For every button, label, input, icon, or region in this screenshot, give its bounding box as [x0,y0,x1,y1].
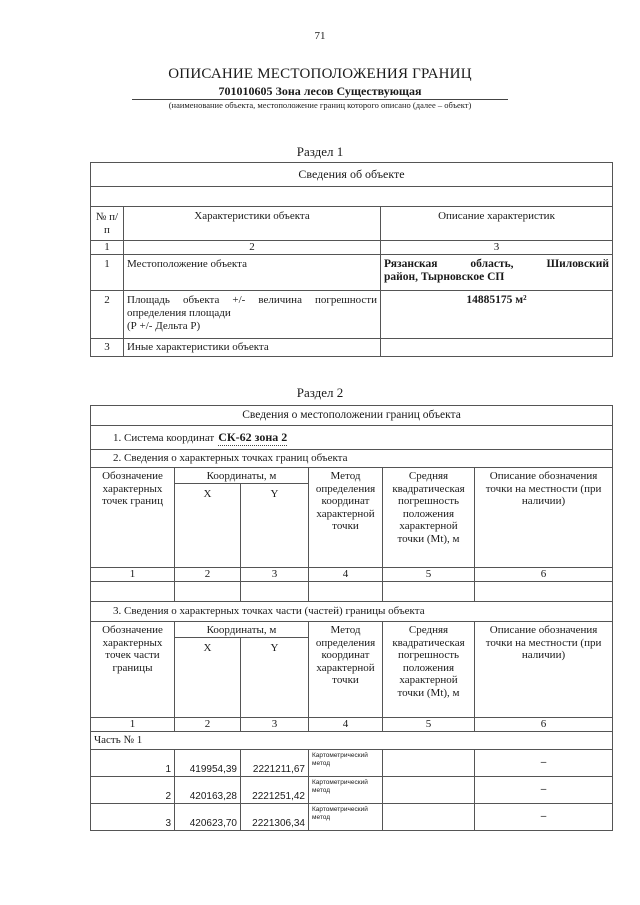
point-y: 2221211,67 [241,750,309,777]
parts-header-designation: Обозначение характерных точек части границы [91,622,175,718]
location-line-2: район, Тырновское СП [384,271,505,283]
parts-header-y: Y [241,638,309,718]
point-description: – [475,750,613,777]
header-num: № п/п [91,207,124,241]
section2-table [90,405,613,831]
col-number-3: 3 [381,241,613,255]
point-id: 2 [91,777,175,804]
section1-table [90,162,613,357]
area-line-2: определения площади [127,307,231,319]
coord-system-value: СК-62 зона 2 [218,429,288,444]
table-row [91,750,613,777]
point-method: Картометрический метод [309,777,383,804]
header-coords: Координаты, м [175,468,309,484]
col-number-1: 1 [91,241,124,255]
point-y: 2221306,34 [241,804,309,831]
row-characteristic [124,291,381,339]
area-line-1: Площадь объекта +/- величина погрешности [127,294,377,306]
row-description [381,255,613,291]
header-y: Y [241,484,309,568]
area-line-3: (Р +/- Дельта Р) [127,320,201,332]
col-number-2: 2 [175,568,241,582]
section1-table-title: Сведения об объекте [91,163,613,187]
parts-header-method: Метод определения координат характерной точки [309,622,383,718]
point-y: 2221251,42 [241,777,309,804]
section2-heading: Раздел 2 [296,385,344,400]
part-label: Часть № 1 [91,732,613,750]
table-row [91,804,613,831]
parts-col-number-2: 2 [175,718,241,732]
point-accuracy [383,750,475,777]
point-description: – [475,804,613,831]
points-title: 2. Сведения о характерных точках границ объекта [91,450,613,468]
header-method: Метод определения координат характерной точки [309,468,383,568]
col-number-3: 3 [241,568,309,582]
parts-col-number-3: 3 [241,718,309,732]
row-num: 1 [91,255,124,291]
col-number-2: 2 [124,241,381,255]
table-row [91,291,613,339]
col-number-1: 1 [91,568,175,582]
document-note: (наименование объекта, местоположение границ которого описано (далее – объект) [168,100,472,110]
header-characteristics: Характеристики объекта [124,207,381,241]
header-designation: Обозначение характерных точек границ [91,468,175,568]
parts-header-coords: Координаты, м [175,622,309,638]
col-number-6: 6 [475,568,613,582]
coord-system-label: 1. Система координат [113,431,215,444]
header-description: Описание характеристик [381,207,613,241]
row-description [381,339,613,357]
point-description: – [475,777,613,804]
point-x: 420163,28 [175,777,241,804]
parts-col-number-6: 6 [475,718,613,732]
header-x: X [175,484,241,568]
section2-table-title: Сведения о местоположении границ объекта [91,406,613,426]
location-line-1: Рязанская область, Шиловский [384,258,609,270]
col-number-4: 4 [309,568,383,582]
header-accuracy: Средняя квадратическая погрешность положения характерной точки (Mt), м [383,468,475,568]
section1-heading: Раздел 1 [296,144,344,159]
parts-title: 3. Сведения о характерных точках части (частей) границы объекта [91,602,613,622]
coord-system-row [91,426,613,450]
empty-row [91,582,613,602]
point-x: 420623,70 [175,804,241,831]
table-row [91,777,613,804]
point-x: 419954,39 [175,750,241,777]
parts-header-accuracy: Средняя квадратическая погрешность положения характерной точки (Mt), м [383,622,475,718]
header-description: Описание обозначения точки на местности (при наличии) [475,468,613,568]
area-value: 14885175 м² [381,291,613,339]
parts-col-number-4: 4 [309,718,383,732]
parts-col-number-5: 5 [383,718,475,732]
parts-header-description: Описание обозначения точки на местности (при наличии) [475,622,613,718]
page-number: 71 [314,30,326,42]
document-title: ОПИСАНИЕ МЕСТОПОЛОЖЕНИЯ ГРАНИЦ [168,66,472,82]
row-characteristic: Местоположение объекта [124,255,381,291]
point-method: Картометрический метод [309,804,383,831]
section1-empty-row [91,187,613,207]
table-row [91,339,613,357]
point-id: 1 [91,750,175,777]
point-id: 3 [91,804,175,831]
table-row [91,255,613,291]
row-characteristic: Иные характеристики объекта [124,339,381,357]
parts-col-number-1: 1 [91,718,175,732]
parts-header-x: X [175,638,241,718]
document-subtitle: 701010605 Зона лесов Существующая [218,84,422,98]
point-method: Картометрический метод [309,750,383,777]
point-accuracy [383,777,475,804]
row-num: 3 [91,339,124,357]
row-num: 2 [91,291,124,339]
col-number-5: 5 [383,568,475,582]
point-accuracy [383,804,475,831]
